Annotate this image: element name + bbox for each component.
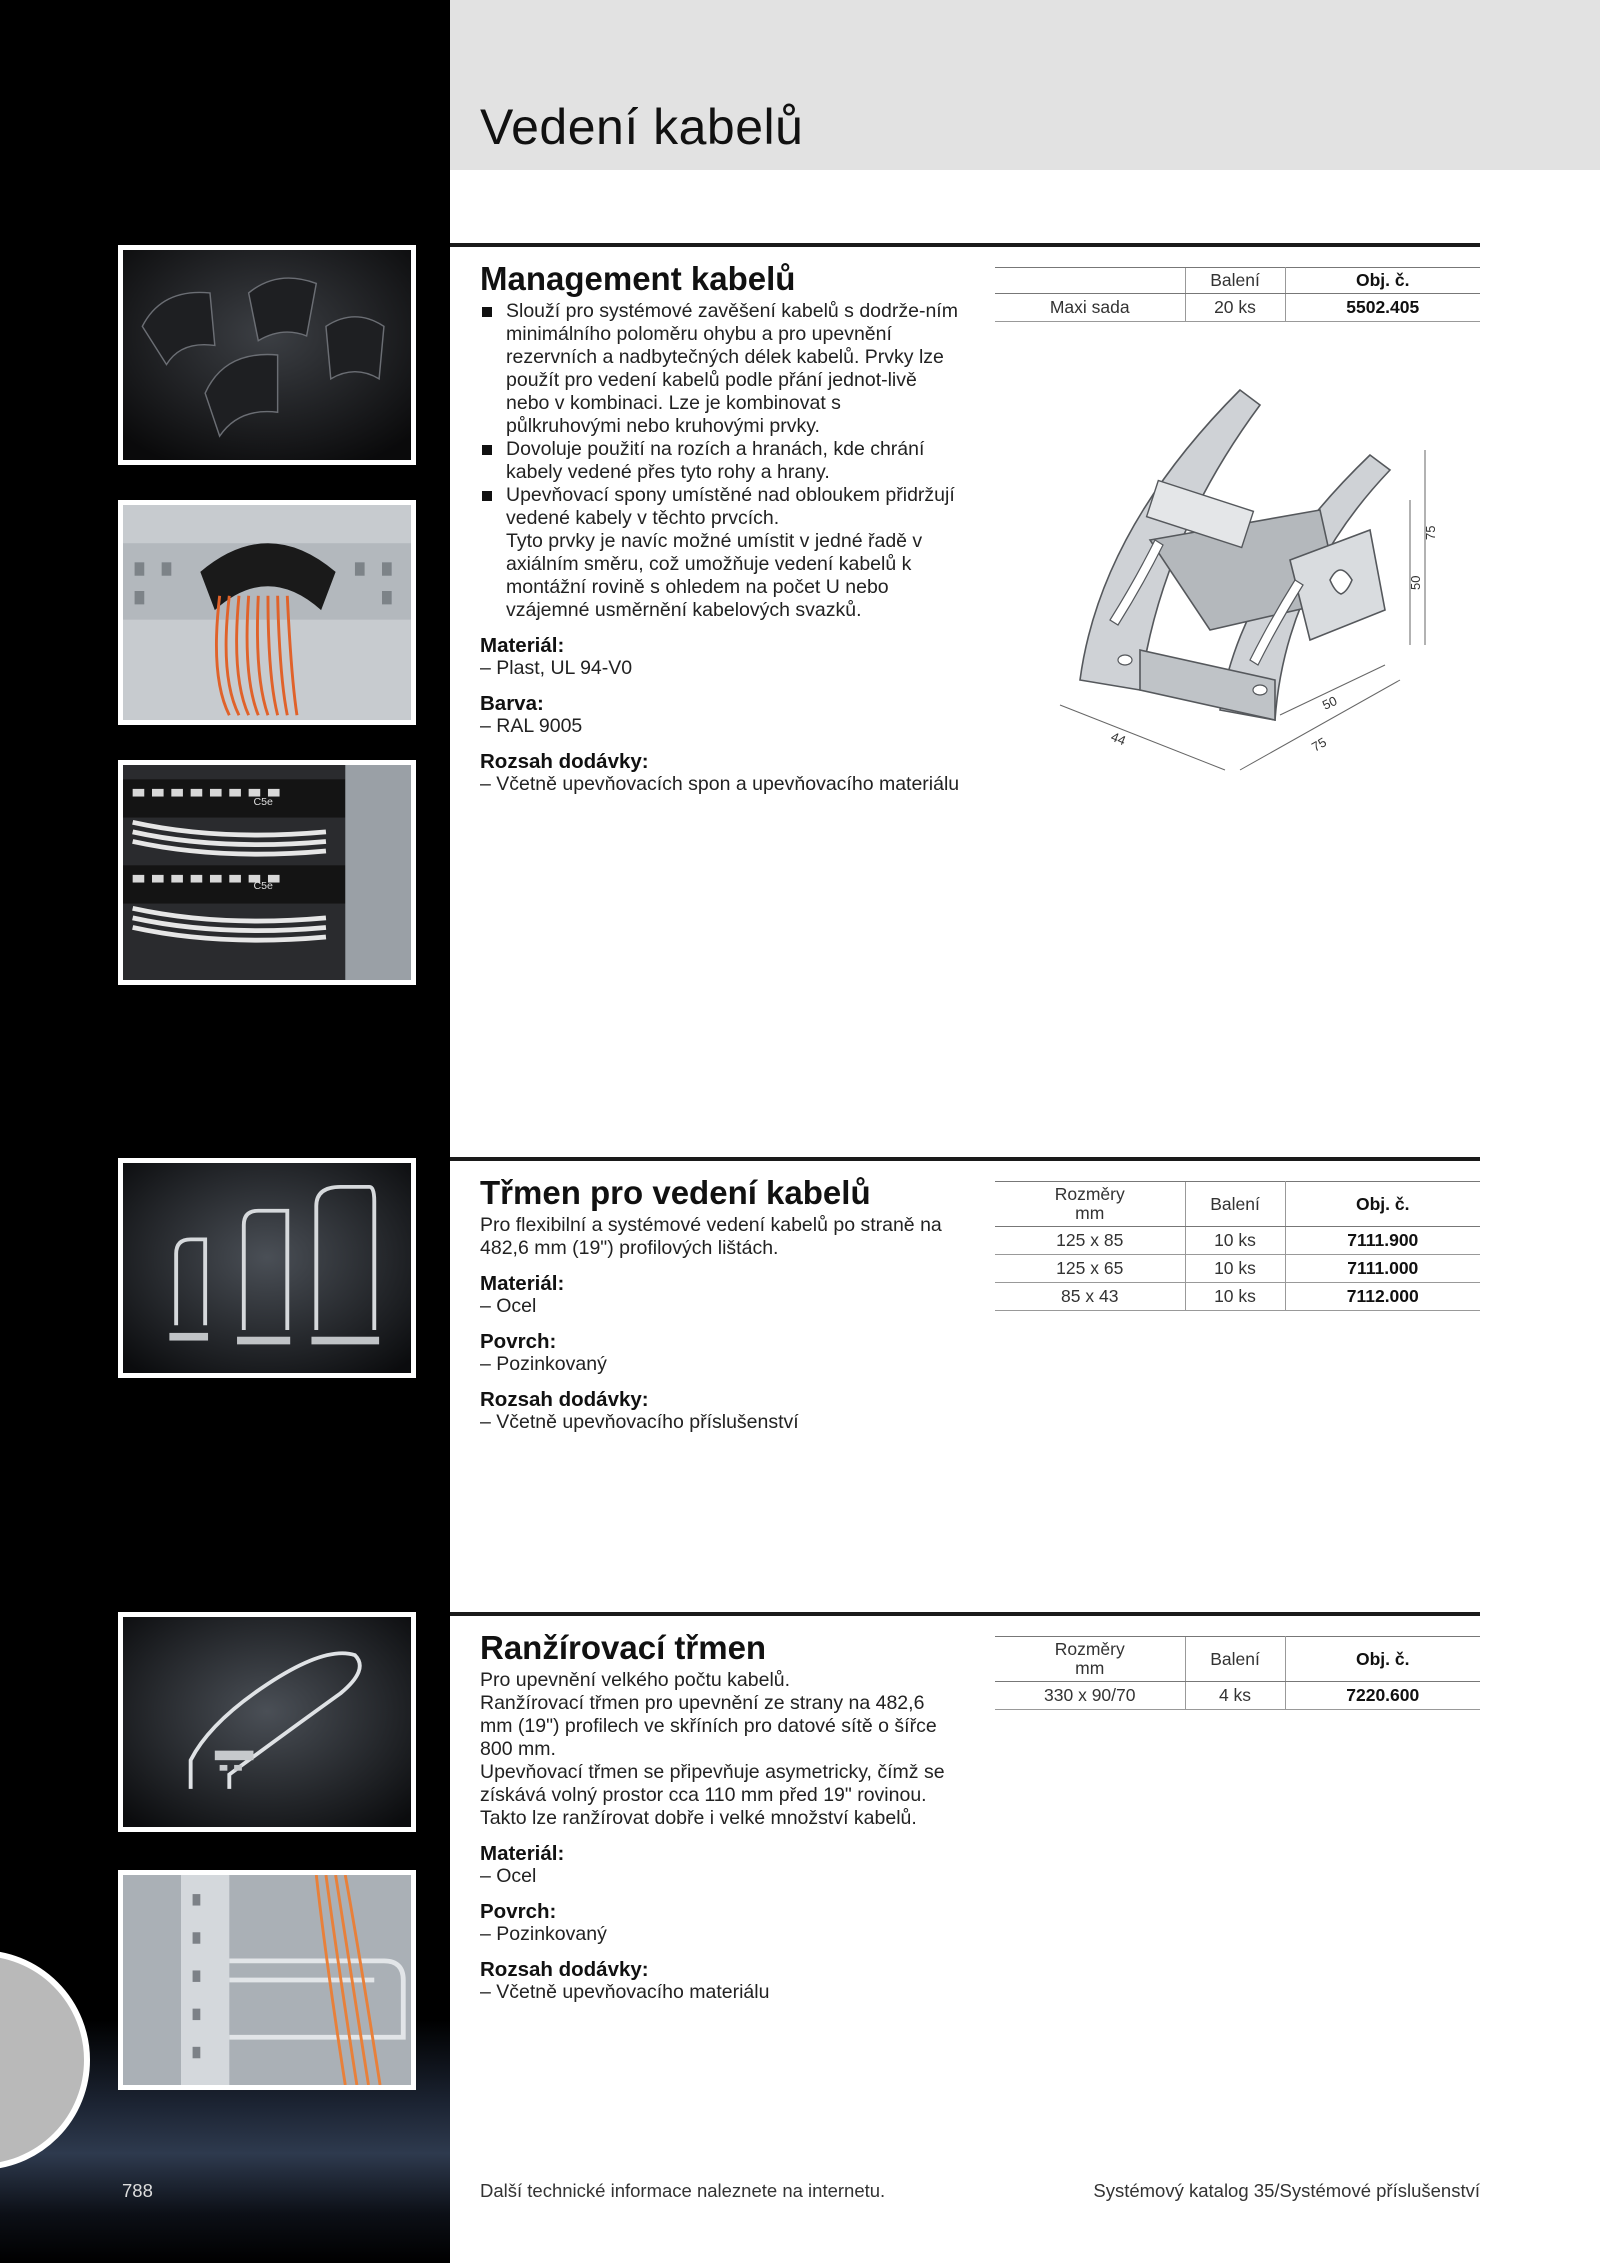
table-row [995, 1227, 1480, 1255]
bullet-item: Dovoluje použití na rozích a hranách, kde chrání kabely vedené přes tyto rohy a hrany. [480, 438, 960, 484]
cell-order-no: 7111.000 [1285, 1255, 1480, 1283]
page-title: Vedení kabelů [480, 99, 804, 155]
spec-table-cable-routing-bracket [995, 1181, 1480, 1311]
col-header-dimensions [995, 1637, 1185, 1682]
extra-text: Tyto prvky je navíc možné umístit v jedné řadě v axiálním směru, což umožňuje vedení kabelů k montážní rovině s ohledem na počet U nebo vzájemné usměrnění kabelových svazků. [506, 530, 923, 621]
section-rule-3 [450, 1612, 1480, 1616]
col-header-order-no: Obj. č. [1285, 268, 1480, 294]
photo-cable-management-elements [118, 245, 416, 465]
section-body-cable-routing-bracket [480, 1214, 960, 1434]
dim-50-horizontal: 50 [1319, 693, 1340, 713]
dim-44: 44 [1108, 728, 1128, 749]
description: Ranžírovací třmen pro upevnění ze strany na 482,6 mm (19") profilech ve skříních pro datové sítě o šířce 800 mm. [480, 1692, 937, 1760]
surface-heading: Povrch: [480, 1330, 557, 1353]
col-header-order-no: Obj. č. [1285, 1637, 1480, 1682]
col-header-dimensions-label: Rozměry [1054, 1639, 1125, 1659]
technical-drawing-cable-element [1040, 380, 1480, 820]
color-value: – RAL 9005 [480, 715, 583, 737]
material-heading: Materiál: [480, 634, 565, 657]
col-header-dimensions-unit: mm [1075, 1203, 1105, 1223]
material-heading: Materiál: [480, 1842, 565, 1865]
col-header-packaging: Balení [1185, 1637, 1285, 1682]
col-header-packaging: Balení [1185, 268, 1285, 294]
section-body-patching-bracket [480, 1669, 960, 2004]
section-rule-1 [450, 243, 1480, 247]
dim-75-vertical: 75 [1423, 525, 1438, 540]
cell-packaging: 4 ks [1185, 1682, 1285, 1710]
scope-value: – Včetně upevňovacího příslušenství [480, 1411, 799, 1433]
footer-right-text: Systémový katalog 35/Systémové příslušenství [1093, 2180, 1480, 2201]
surface-heading: Povrch: [480, 1900, 557, 1923]
footer-left-text: Další technické informace naleznete na internetu. [480, 2180, 886, 2201]
col-header-order-no: Obj. č. [1285, 1182, 1480, 1227]
color-heading: Barva: [480, 692, 544, 715]
table-header-row [995, 1637, 1480, 1682]
table-header-row [995, 268, 1480, 294]
col-header-packaging: Balení [1185, 1182, 1285, 1227]
col-header-variant [995, 268, 1185, 294]
dim-75-horizontal: 75 [1309, 734, 1330, 755]
surface-value: – Pozinkovaný [480, 1353, 607, 1375]
cell-packaging: 10 ks [1185, 1227, 1285, 1255]
cell-order-no: 7111.900 [1285, 1227, 1480, 1255]
table-row [995, 294, 1480, 322]
col-header-dimensions-unit: mm [1075, 1658, 1105, 1678]
bullet-item: Upevňovací spony umístěné nad obloukem přidržují vedené kabely v těchto prvcích. [480, 484, 960, 530]
cell-packaging: 10 ks [1185, 1283, 1285, 1311]
col-header-dimensions [995, 1182, 1185, 1227]
cell-dimensions: 125 x 85 [995, 1227, 1185, 1255]
section-rule-2 [450, 1157, 1480, 1161]
table-header-row [995, 1182, 1480, 1227]
table-row [995, 1255, 1480, 1283]
cell-variant: Maxi sada [995, 294, 1185, 322]
col-header-dimensions-label: Rozměry [1054, 1184, 1125, 1204]
table-row [995, 1682, 1480, 1710]
cell-dimensions: 125 x 65 [995, 1255, 1185, 1283]
photo-patching-bracket-mounted [118, 1870, 416, 2090]
cell-packaging: 10 ks [1185, 1255, 1285, 1283]
cell-order-no: 7220.600 [1285, 1682, 1480, 1710]
photo-cable-management-mounted [118, 500, 416, 725]
section-title-cable-management: Management kabelů [480, 260, 796, 297]
photo-cable-routing-bracket [118, 1158, 416, 1378]
material-value: – Plast, UL 94-V0 [480, 657, 633, 679]
photo-patching-bracket [118, 1612, 416, 1832]
dim-50-vertical: 50 [1408, 575, 1423, 590]
description: Pro flexibilní a systémové vedení kabelů po straně na 482,6 mm (19") profilových lištách. [480, 1214, 942, 1259]
cell-dimensions: 85 x 43 [995, 1283, 1185, 1311]
scope-heading: Rozsah dodávky: [480, 1388, 649, 1411]
photo-patch-panel-cabling [118, 760, 416, 985]
cell-order-no: 5502.405 [1285, 294, 1480, 322]
scope-value: – Včetně upevňovacích spon a upevňovacího materiálu [480, 773, 960, 795]
table-row [995, 1283, 1480, 1311]
patch-label-b: C5e [253, 880, 273, 893]
scope-heading: Rozsah dodávky: [480, 1958, 649, 1981]
page-number: 788 [122, 2180, 153, 2201]
description: Pro upevnění velkého počtu kabelů. [480, 1669, 791, 1691]
material-heading: Materiál: [480, 1272, 565, 1295]
spec-table-patching-bracket [995, 1636, 1480, 1710]
material-value: – Ocel [480, 1295, 537, 1317]
cell-order-no: 7112.000 [1285, 1283, 1480, 1311]
section-title-patching-bracket: Ranžírovací třmen [480, 1629, 767, 1666]
patch-label-a: C5e [253, 796, 273, 809]
section-body-cable-management [480, 300, 960, 796]
surface-value: – Pozinkovaný [480, 1923, 607, 1945]
description: Upevňovací třmen se připevňuje asymetricky, čímž se získává volný prostor cca 110 mm před 19" rovinou. Takto lze ranžírovat dobře i velké množství kabelů. [480, 1761, 945, 1829]
cell-dimensions: 330 x 90/70 [995, 1682, 1185, 1710]
spec-table-cable-management [995, 267, 1480, 322]
material-value: – Ocel [480, 1865, 537, 1887]
cell-packaging: 20 ks [1185, 294, 1285, 322]
bullet-item: Slouží pro systémové zavěšení kabelů s dodrže-ním minimálního poloměru ohybu a pro upevnění rezervních a nadbytečných délek kabelů. Prvky lze použít pro vedení kabelů podle přání jednot-livě nebo v kombinaci. Lze je kombinovat s půlkruhovými nebo kruhovými prvky. [480, 300, 960, 438]
section-title-cable-routing-bracket: Třmen pro vedení kabelů [480, 1174, 871, 1211]
scope-value: – Včetně upevňovacího materiálu [480, 1981, 770, 2003]
scope-heading: Rozsah dodávky: [480, 750, 649, 773]
